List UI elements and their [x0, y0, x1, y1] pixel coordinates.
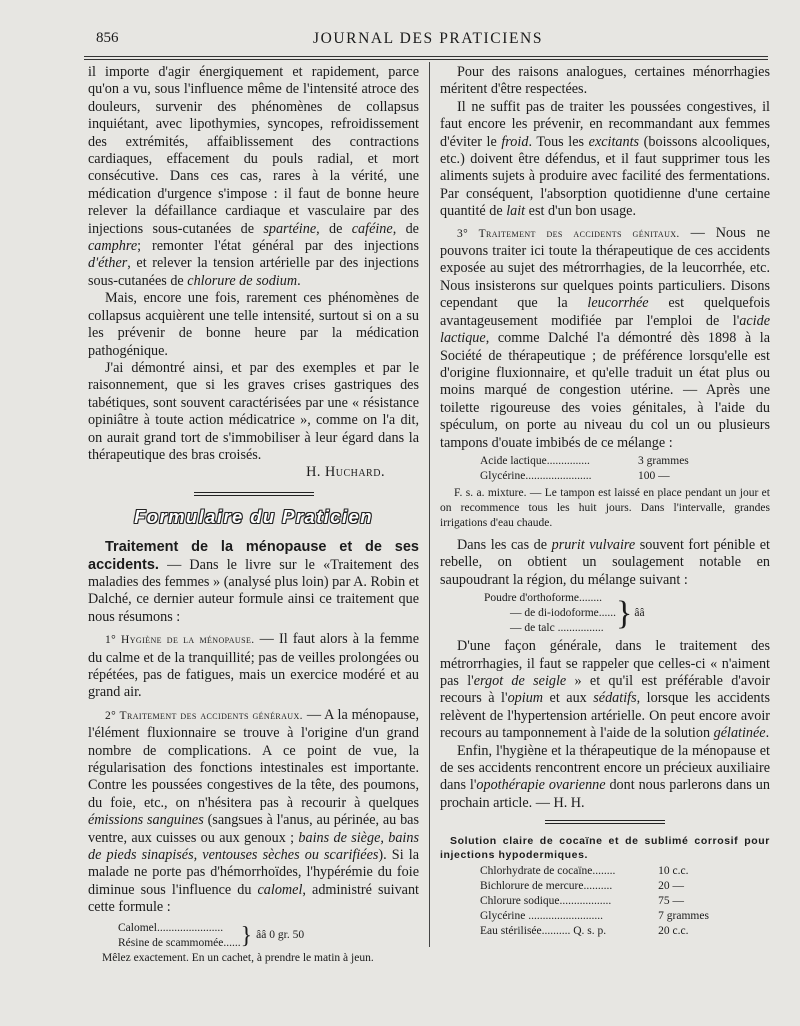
column-divider: [429, 62, 430, 947]
ingredient: Eau stérilisée.......... Q. s. p.: [480, 925, 607, 938]
formulaire-title: Formulaire du Praticien: [134, 505, 373, 527]
dose: 7 grammes: [658, 910, 709, 923]
paragraph: J'ai démontré ainsi, et par des exemples et par le raisonnement, que si les graves crises gastriques des tabétiques, sont souvent caractérisées par une « résistance opiniâtre à toute action médicatrice », comme on l'a dit, on aurait grand tort de s'immobiliser à leur égard dans la thérapeutique des bras croisés.: [88, 359, 419, 463]
page-header: [88, 30, 768, 52]
dose: 10 c.c.: [658, 865, 689, 878]
paragraph: Dans les cas de prurit vulvaire souvent fort pénible et rebelle, on obtient un soulagement notable en saupoudrant la région, du mélange suivant :: [440, 536, 770, 588]
formula-note: Mêlez exactement. En un cachet, à prendre le matin à jeun.: [102, 951, 374, 964]
paragraph: 1° Hygiène de la ménopause. — Il faut alors à la femme du calme et de la tranquillité; pas de veilles prolongées ou répétées, pas de fatigues, mais un exercice modéré et au grand air.: [88, 631, 419, 701]
section-divider: [545, 820, 665, 824]
ingredient: Chlorhydrate de cocaïne........: [480, 865, 616, 878]
header-rule-2: [84, 59, 768, 60]
ingredient: Calomel.......................: [118, 921, 224, 934]
ingredient: Glycérine.......................: [480, 469, 592, 482]
paragraph: 3° Traitement des accidents génitaux. — Nous ne pouvons traiter ici toute la thérapeutique de ces accidents exposée au sujet des métrorrhagies, de la leucorrhée, etc. Nous insisterons sur quelques points particuliers. Disons cependant que la leucorrhée est quelquefois avantageusement modifiée par l'emploi de l'acide lactique, comme Dalché l'a démontré dès 1898 à la Société de thérapeutique ; de préférence lorsqu'elle est d'origine fluxionnaire, et qu'elle traduit un état plus ou moins marqué de congestion utérine. — Après une toilette rigoureuse des voies génitales, à l'aide du spéculum, on porte au niveau du col un ou plusieurs tampons d'ouate imbibés de ce mélange :: [440, 224, 771, 451]
ingredient: Poudre d'orthoforme........: [484, 592, 603, 605]
left-column: [88, 64, 419, 966]
paragraph: 2° Traitement des accidents généraux. — A la ménopause, l'élément fluxionnaire se trouve à l'origine d'un grand nombre de complications. A ce point de vue, la régularisation des fonctions intestinales est importante. Contre les poussées congestives de la tête, des poumons, du foie, etc., on n'hésitera pas à recourir à quelques émissions sanguines (sangsues à l'anus, au périnée, au bas ventre, aux cuisses ou aux genoux ; bains de siège, bains de pieds sinapisés, ventouses sèches ou scarifiées). Si la malade ne porte pas d'hémorrhoïdes, l'hypérémie du foie diminue sous l'influence du calomel, administré suivant cette formule :: [88, 706, 419, 916]
dose: 3 grammes: [638, 454, 689, 467]
paragraph: Il ne suffit pas de traiter les poussées congestives, il faut encore les prévenir, en recommandant aux femmes d'éviter le froid. Tous les excitants (boissons alcooliques, etc.) doivent être défendus, et il faut supprimer tous les aliments sujets à produire avec facilité des fermentations. Par conséquent, l'absorption quotidienne d'une certaine quantité de lait est d'un bon usage.: [440, 98, 771, 220]
right-column: [440, 64, 770, 939]
ingredient: Bichlorure de mercure..........: [480, 880, 613, 893]
ingredient: Résine de scammomée......: [118, 936, 241, 949]
ingredient: — de talc ................: [510, 622, 604, 635]
section-divider: [194, 492, 314, 496]
paragraph: il importe d'agir énergiquement et rapidement, parce qu'on a vu, sous l'influence même de l'intensité atroce des douleurs, survenir des phénomènes de collapsus inquiétant, avec lipothymies, syncopes, refroidissement des extrémités, affaiblissement des contractions cardiaques, effacement du pouls radial, et mort consécutive. Dans ces cas, rares à la vérité, une médication d'urgence s'impose : il faut de bonne heure relever la défaillance cardiaque et vasculaire par des injections sous-cutanées de spartéine, de caféine, de camphre; remonter l'état général par des injections d'éther, et relever la tension artérielle par des injections sous-cutanées de chlorure de sodium.: [88, 64, 419, 289]
dose: 20 c.c.: [658, 925, 689, 938]
ingredient: Acide lactique...............: [480, 454, 590, 467]
dose: 75 —: [658, 895, 685, 908]
section-intro: Traitement de la ménopause et de ses accidents. — Dans le livre sur le «Traitement des maladies des femmes » (analysé plus loin) par A. Robin et Dalché, ce dernier auteur formule ainsi ce traitement que nous résumons :: [88, 539, 419, 625]
formula-lactic: [480, 454, 710, 484]
ingredient: Chlorure sodique..................: [480, 895, 612, 908]
author-signature: H. Huchard.: [306, 464, 385, 481]
paragraph: D'une façon générale, dans le traitement des métrorrhagies, il faut se rappeler que celles-ci « n'aiment pas l'ergot de seigle » et qu'il est préférable d'avoir recours à l'opium et aux sédatifs, lorsque les accidents relèvent de l'hypertension artérielle. On peut encore avoir recours au tamponnement à l'aide de la solution gélatinée.: [440, 638, 771, 742]
formula-calomel: Calomel....................... } ââ 0 gr. 50 Résine de scammomée......: [118, 921, 305, 949]
paragraph: Pour des raisons analogues, certaines ménorrhagies méritent d'être respectées.: [440, 64, 770, 98]
paragraph: Mais, encore une fois, rarement ces phénomènes de collapsus acquièrent une telle intensité, surtout si on a su les prévenir de bonne heure par la médication pathogénique.: [88, 290, 419, 359]
ingredient: — de di-iodoforme......: [510, 607, 617, 620]
section-title: Traitement de la ménopause et de ses accidents.: [88, 539, 419, 573]
formula-note: F. s. a. mixture. — Le tampon est laissé en place pendant un jour et on recommence tous les huit jours. Dans l'intervalle, grandes irrigations d'eau chaude.: [440, 486, 770, 529]
page-number: 856: [96, 30, 119, 46]
header-rule: [84, 56, 768, 57]
dose: 20 —: [658, 880, 685, 893]
dose: 100 —: [638, 469, 670, 482]
journal-title: JOURNAL DES PRATICIENS: [312, 30, 544, 47]
formula-cocaine: [480, 864, 725, 939]
dose: ââ: [634, 607, 645, 620]
formula-pruritus: Poudre d'orthoforme........ } ââ — de di-iodoforme...... — de talc ................: [484, 592, 645, 635]
solution-title: Solution claire de cocaïne et de sublimé corrosif pour injections hypodermiques.: [440, 835, 770, 862]
ingredient: Glycérine ..........................: [480, 910, 603, 923]
dose: ââ 0 gr. 50: [256, 929, 305, 942]
paragraph: Enfin, l'hygiène et la thérapeutique de la ménopause et de ses accidents rencontrent encore un précieux auxiliaire dans l'opothérapie ovarienne dont nous parlerons dans un prochain article. — H. H.: [440, 742, 770, 811]
